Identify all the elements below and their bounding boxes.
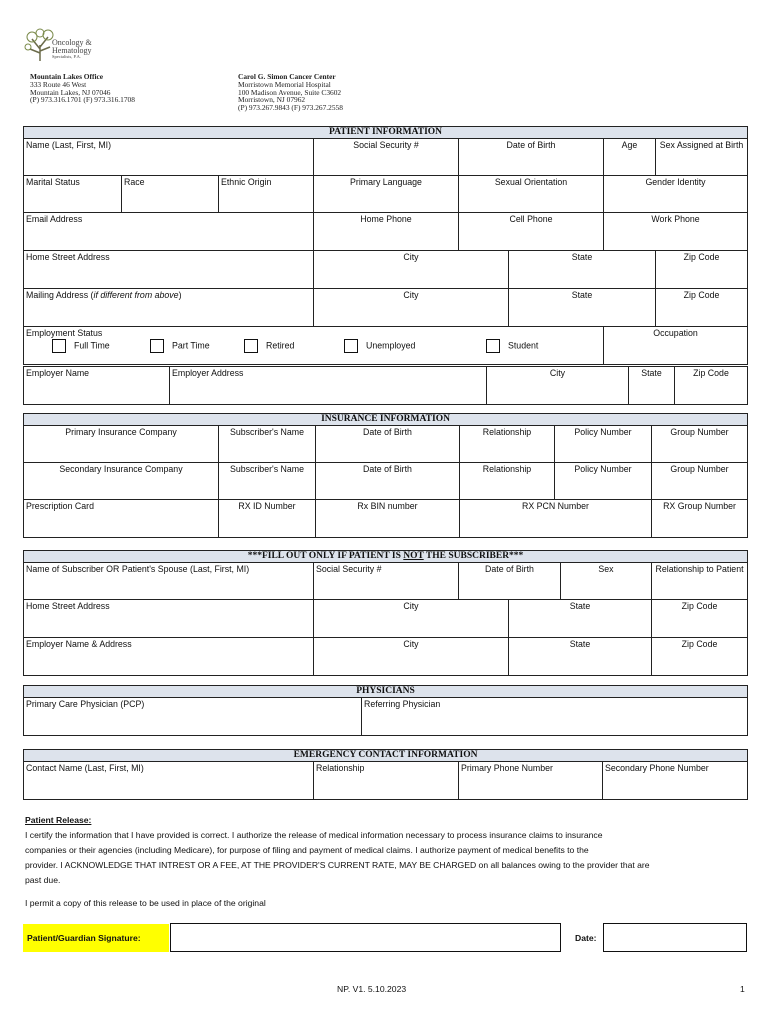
employer-state-field[interactable]: State xyxy=(629,367,675,405)
race-field[interactable]: Race xyxy=(122,176,219,213)
release-line: companies or their agencies (including Medicare), for purpose of filing and payment of medical claims. I authorize payment of medical benefits to the xyxy=(25,845,589,855)
ethnic-origin-field[interactable]: Ethnic Origin xyxy=(219,176,314,213)
secondary-policy-field[interactable]: Policy Number xyxy=(555,463,652,500)
insurance-table xyxy=(23,413,748,538)
subscriber-table xyxy=(23,550,748,676)
state-field[interactable]: State xyxy=(509,251,656,289)
subscriber-ssn-field[interactable]: Social Security # xyxy=(314,563,459,600)
marital-status-field[interactable]: Marital Status xyxy=(24,176,122,213)
option-retired[interactable]: Retired xyxy=(244,339,294,353)
occupation-field[interactable]: Occupation xyxy=(604,327,748,365)
release-copy-text: I permit a copy of this release to be used in place of the original xyxy=(25,898,266,908)
emergency-header: EMERGENCY CONTACT INFORMATION xyxy=(24,750,748,762)
mailing-zip-field[interactable]: Zip Code xyxy=(656,289,748,327)
retired-checkbox[interactable] xyxy=(244,339,258,353)
secondary-group-field[interactable]: Group Number xyxy=(652,463,748,500)
primary-relationship-field[interactable]: Relationship xyxy=(460,426,555,463)
subscriber-employer-field[interactable]: Employer Name & Address xyxy=(24,638,314,676)
release-line: I certify the information that I have provided is correct. I authorize the release of medical information necessary to process insurance claims to insurance xyxy=(25,830,603,840)
office-right: Carol G. Simon Cancer Center Morristown Memorial Hospital 100 Madison Avenue, Suite C3602 Morristown, NJ 07962 (P) 973.267.9843 (F) 973.267.2558 xyxy=(238,72,343,113)
subscriber-zip-field[interactable]: Zip Code xyxy=(652,600,748,638)
email-field[interactable]: Email Address xyxy=(24,213,314,251)
signature-label: Patient/Guardian Signature: xyxy=(23,924,169,952)
subscriber-street-field[interactable]: Home Street Address xyxy=(24,600,314,638)
pcp-field[interactable]: Primary Care Physician (PCP) xyxy=(24,698,362,736)
patient-name-field[interactable]: Name (Last, First, MI) xyxy=(24,139,314,176)
cell-phone-field[interactable]: Cell Phone xyxy=(459,213,604,251)
mailing-address-field[interactable]: Mailing Address (if different from above) xyxy=(24,289,314,327)
emergency-relationship-field[interactable]: Relationship xyxy=(314,762,459,800)
work-phone-field[interactable]: Work Phone xyxy=(604,213,748,251)
patient-age-field[interactable]: Age xyxy=(604,139,656,176)
option-part-time[interactable]: Part Time xyxy=(150,339,210,353)
employer-city-field[interactable]: City xyxy=(487,367,629,405)
secondary-insurance-field[interactable]: Secondary Insurance Company xyxy=(24,463,219,500)
part-time-checkbox[interactable] xyxy=(150,339,164,353)
prescription-card-field[interactable]: Prescription Card xyxy=(24,500,219,538)
page-number: 1 xyxy=(740,984,745,994)
release-line: past due. xyxy=(25,875,61,885)
gender-identity-field[interactable]: Gender Identity xyxy=(604,176,748,213)
primary-group-field[interactable]: Group Number xyxy=(652,426,748,463)
subscriber-city-field[interactable]: City xyxy=(314,600,509,638)
physicians-table xyxy=(23,685,748,736)
office-left: Mountain Lakes Office 333 Route 46 West Mountain Lakes, NJ 07046 (P) 973.316.1701 (F) 973.316.1708 xyxy=(30,72,135,105)
primary-insurance-field[interactable]: Primary Insurance Company xyxy=(24,426,219,463)
physicians-header: PHYSICIANS xyxy=(24,686,748,698)
patient-dob-field[interactable]: Date of Birth xyxy=(459,139,604,176)
rx-pcn-field[interactable]: RX PCN Number xyxy=(460,500,652,538)
employer-address-field[interactable]: Employer Address xyxy=(170,367,487,405)
home-phone-field[interactable]: Home Phone xyxy=(314,213,459,251)
logo xyxy=(22,27,102,65)
sexual-orientation-field[interactable]: Sexual Orientation xyxy=(459,176,604,213)
patient-sex-field[interactable]: Sex Assigned at Birth xyxy=(656,139,748,176)
rx-bin-field[interactable]: Rx BIN number xyxy=(316,500,460,538)
mailing-city-field[interactable]: City xyxy=(314,289,509,327)
primary-policy-field[interactable]: Policy Number xyxy=(555,426,652,463)
patient-ssn-field[interactable]: Social Security # xyxy=(314,139,459,176)
home-street-field[interactable]: Home Street Address xyxy=(24,251,314,289)
subscriber-sex-field[interactable]: Sex xyxy=(561,563,652,600)
option-unemployed[interactable]: Unemployed xyxy=(344,339,415,353)
unemployed-checkbox[interactable] xyxy=(344,339,358,353)
secondary-relationship-field[interactable]: Relationship xyxy=(460,463,555,500)
subscriber-header: ***FILL OUT ONLY IF PATIENT IS NOT THE SUBSCRIBER*** xyxy=(24,551,748,563)
emergency-primary-phone-field[interactable]: Primary Phone Number xyxy=(459,762,603,800)
primary-subscriber-field[interactable]: Subscriber's Name xyxy=(219,426,316,463)
full-time-checkbox[interactable] xyxy=(52,339,66,353)
logo-text: Oncology & Hematology Specialists, P.A. xyxy=(52,38,92,59)
subscriber-name-field[interactable]: Name of Subscriber OR Patient's Spouse (Last, First, MI) xyxy=(24,563,314,600)
subscriber-employer-zip-field[interactable]: Zip Code xyxy=(652,638,748,676)
subscriber-relationship-field[interactable]: Relationship to Patient xyxy=(652,563,748,600)
referring-physician-field[interactable]: Referring Physician xyxy=(362,698,748,736)
patient-info-table xyxy=(23,126,748,365)
subscriber-employer-state-field[interactable]: State xyxy=(509,638,652,676)
employment-status-field: Employment Status Full Time Part Time Retired Unemployed Student xyxy=(24,327,604,365)
release-title: Patient Release: xyxy=(25,815,92,825)
emergency-secondary-phone-field[interactable]: Secondary Phone Number xyxy=(603,762,748,800)
patient-release xyxy=(25,813,745,888)
subscriber-state-field[interactable]: State xyxy=(509,600,652,638)
version-footer: NP. V1. 5.10.2023 xyxy=(337,984,407,994)
option-student[interactable]: Student xyxy=(486,339,538,353)
secondary-subscriber-field[interactable]: Subscriber's Name xyxy=(219,463,316,500)
rx-group-field[interactable]: RX Group Number xyxy=(652,500,748,538)
subscriber-dob-field[interactable]: Date of Birth xyxy=(459,563,561,600)
mailing-state-field[interactable]: State xyxy=(509,289,656,327)
student-checkbox[interactable] xyxy=(486,339,500,353)
employer-table xyxy=(23,366,748,405)
subscriber-employer-city-field[interactable]: City xyxy=(314,638,509,676)
city-field[interactable]: City xyxy=(314,251,509,289)
emergency-contact-field[interactable]: Contact Name (Last, First, MI) xyxy=(24,762,314,800)
release-line: provider. I ACKNOWLEDGE THAT INTREST OR A FEE, AT THE PROVIDER'S CURRENT RATE, MAY BE CHARGED on all balances owing to the provider that are xyxy=(25,860,650,870)
employer-name-field[interactable]: Employer Name xyxy=(24,367,170,405)
secondary-dob-field[interactable]: Date of Birth xyxy=(316,463,460,500)
emergency-table xyxy=(23,749,748,800)
primary-dob-field[interactable]: Date of Birth xyxy=(316,426,460,463)
signature-box[interactable] xyxy=(170,923,561,952)
date-box[interactable] xyxy=(603,923,747,952)
rx-id-field[interactable]: RX ID Number xyxy=(219,500,316,538)
patient-info-header: PATIENT INFORMATION xyxy=(24,127,748,139)
primary-language-field[interactable]: Primary Language xyxy=(314,176,459,213)
insurance-header: INSURANCE INFORMATION xyxy=(24,414,748,426)
date-label: Date: xyxy=(575,933,597,943)
option-full-time[interactable]: Full Time xyxy=(52,339,110,353)
zip-field[interactable]: Zip Code xyxy=(656,251,748,289)
employer-zip-field[interactable]: Zip Code xyxy=(675,367,748,405)
